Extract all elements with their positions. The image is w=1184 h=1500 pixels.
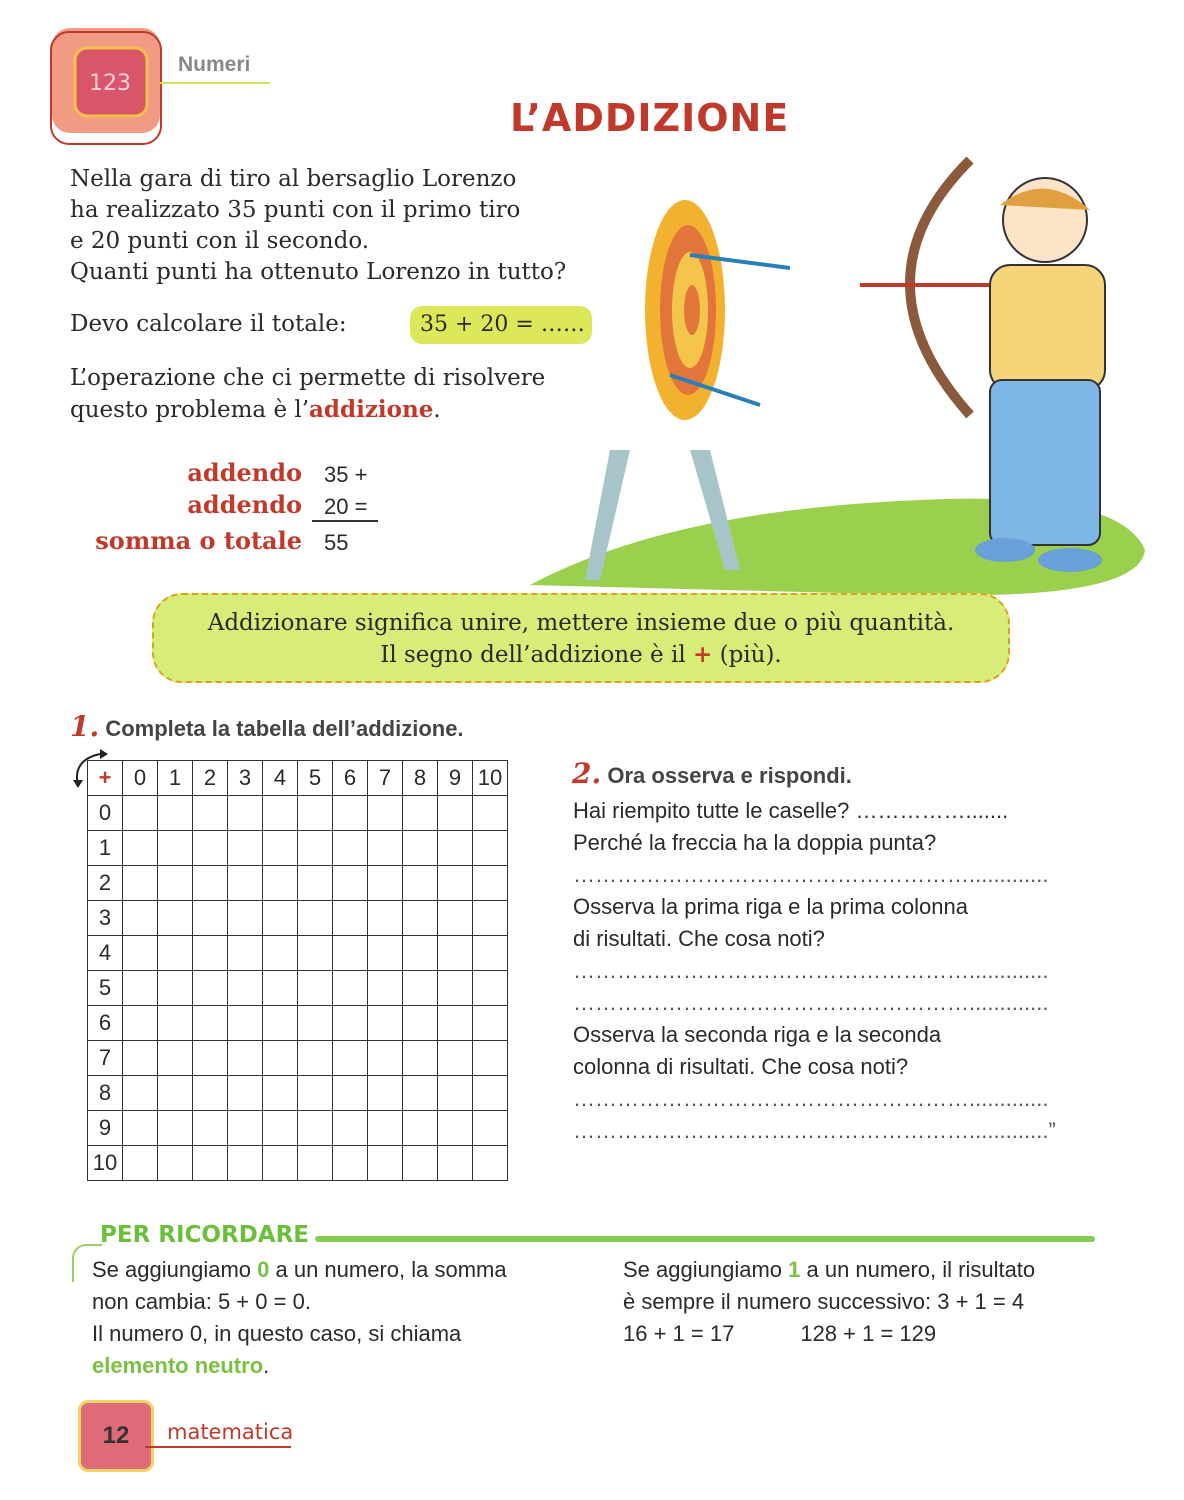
answer-cell[interactable] bbox=[298, 1111, 333, 1146]
answer-cell[interactable] bbox=[333, 901, 368, 936]
text: a un numero, il risultato bbox=[800, 1257, 1036, 1282]
column-header: 9 bbox=[438, 761, 473, 796]
answer-cell[interactable] bbox=[263, 1111, 298, 1146]
answer-cell[interactable] bbox=[438, 1006, 473, 1041]
answer-cell[interactable] bbox=[298, 1076, 333, 1111]
text: Se aggiungiamo bbox=[623, 1257, 789, 1282]
answer-cell[interactable] bbox=[158, 796, 193, 831]
table-row bbox=[88, 1146, 508, 1181]
exercise-2-title bbox=[572, 757, 852, 790]
operation-text bbox=[70, 363, 545, 426]
ricordare-left bbox=[92, 1254, 507, 1382]
answer-cell[interactable] bbox=[228, 971, 263, 1006]
definition-line: (più). bbox=[712, 642, 782, 668]
answer-cell[interactable] bbox=[158, 831, 193, 866]
page-number: 12 bbox=[78, 1400, 154, 1472]
answer-cell[interactable] bbox=[158, 936, 193, 971]
answer-cell[interactable] bbox=[193, 936, 228, 971]
section-label: Numeri bbox=[178, 53, 251, 76]
expression-highlight: 35 + 20 = …… bbox=[410, 306, 592, 344]
answer-cell[interactable] bbox=[298, 936, 333, 971]
answer-cell[interactable] bbox=[123, 796, 158, 831]
answer-cell[interactable] bbox=[333, 1111, 368, 1146]
exercise-2-questions bbox=[573, 795, 1073, 1147]
answer-cell[interactable] bbox=[333, 866, 368, 901]
table-row bbox=[88, 866, 508, 901]
column-header: 3 bbox=[228, 761, 263, 796]
row-header: 5 bbox=[88, 971, 123, 1006]
row-header: 8 bbox=[88, 1076, 123, 1111]
answer-cell[interactable] bbox=[298, 1041, 333, 1076]
answer-cell[interactable] bbox=[228, 1111, 263, 1146]
answer-cell[interactable] bbox=[368, 971, 403, 1006]
text: Se aggiungiamo bbox=[92, 1257, 258, 1282]
answer-cell[interactable] bbox=[123, 866, 158, 901]
ricordare-right bbox=[623, 1254, 1035, 1350]
answer-cell[interactable] bbox=[228, 1076, 263, 1111]
answer-cell[interactable] bbox=[438, 1076, 473, 1111]
archer-illustration bbox=[520, 150, 1160, 600]
answer-cell[interactable] bbox=[158, 1111, 193, 1146]
answer-cell[interactable] bbox=[263, 1006, 298, 1041]
answer-cell[interactable] bbox=[403, 1146, 438, 1181]
answer-cell[interactable] bbox=[158, 1146, 193, 1181]
answer-cell[interactable] bbox=[368, 936, 403, 971]
period: . bbox=[433, 397, 441, 423]
answer-cell[interactable] bbox=[368, 1076, 403, 1111]
problem-text bbox=[70, 164, 566, 288]
row-header: 10 bbox=[88, 1146, 123, 1181]
answer-cell[interactable] bbox=[333, 1146, 368, 1181]
answer-cell[interactable] bbox=[263, 1146, 298, 1181]
answer-cell[interactable] bbox=[438, 1146, 473, 1181]
corner-plus: + bbox=[88, 761, 123, 796]
table-header-row bbox=[88, 761, 508, 796]
column-header: 8 bbox=[403, 761, 438, 796]
answer-cell[interactable] bbox=[368, 831, 403, 866]
answer-cell[interactable] bbox=[263, 936, 298, 971]
answer-cell[interactable] bbox=[193, 1111, 228, 1146]
answer-cell[interactable] bbox=[193, 971, 228, 1006]
devo-label: Devo calcolare il totale: bbox=[70, 311, 347, 337]
answer-cell[interactable] bbox=[333, 1006, 368, 1041]
answer-cell[interactable] bbox=[263, 796, 298, 831]
answer-cell[interactable] bbox=[228, 936, 263, 971]
answer-cell[interactable] bbox=[403, 796, 438, 831]
question-line: Osserva la prima riga e la prima colonna bbox=[573, 894, 968, 919]
exercise-1-title bbox=[70, 710, 464, 743]
answer-cell[interactable] bbox=[158, 1041, 193, 1076]
exercise-title: Ora osserva e rispondi. bbox=[607, 763, 852, 788]
operation-line: questo problema è l’ bbox=[70, 397, 310, 423]
answer-cell[interactable] bbox=[473, 1006, 508, 1041]
answer-cell[interactable] bbox=[193, 1041, 228, 1076]
answer-cell[interactable] bbox=[333, 971, 368, 1006]
text: Il numero 0, in questo caso, si chiama bbox=[92, 1321, 462, 1346]
answer-cell[interactable] bbox=[263, 866, 298, 901]
answer-cell[interactable] bbox=[193, 796, 228, 831]
definition-line: Il segno dell’addizione è il bbox=[380, 642, 693, 668]
answer-cell[interactable] bbox=[368, 901, 403, 936]
answer-cell[interactable] bbox=[263, 971, 298, 1006]
answer-cell[interactable] bbox=[158, 901, 193, 936]
definition-box bbox=[152, 593, 1010, 683]
answer-cell[interactable] bbox=[228, 1006, 263, 1041]
example: 16 + 1 = 17 bbox=[623, 1321, 735, 1346]
answer-cell[interactable] bbox=[263, 1076, 298, 1111]
highlight-one: 1 bbox=[788, 1257, 801, 1282]
ricordare-title: PER RICORDARE bbox=[100, 1222, 310, 1248]
question-line: Hai riempito tutte le caselle? ……………....... bbox=[573, 798, 1009, 823]
table-row bbox=[88, 936, 508, 971]
answer-cell[interactable] bbox=[438, 901, 473, 936]
sum-rule bbox=[312, 520, 378, 522]
period: . bbox=[263, 1353, 270, 1378]
answer-cell[interactable] bbox=[333, 831, 368, 866]
answer-line[interactable]: ………………………………………………............. bbox=[573, 862, 1049, 887]
addend-label: addendo bbox=[187, 490, 302, 519]
answer-cell[interactable] bbox=[123, 936, 158, 971]
question-line: Osserva la seconda riga e la seconda bbox=[573, 1022, 942, 1047]
answer-cell[interactable] bbox=[438, 796, 473, 831]
answer-cell[interactable] bbox=[473, 866, 508, 901]
answer-cell[interactable] bbox=[123, 831, 158, 866]
table-row bbox=[88, 1006, 508, 1041]
table-row bbox=[88, 901, 508, 936]
answer-cell[interactable] bbox=[193, 1006, 228, 1041]
answer-cell[interactable] bbox=[193, 1146, 228, 1181]
answer-cell[interactable] bbox=[403, 866, 438, 901]
answer-cell[interactable] bbox=[263, 901, 298, 936]
answer-cell[interactable] bbox=[158, 866, 193, 901]
answer-cell[interactable] bbox=[228, 796, 263, 831]
answer-cell[interactable] bbox=[298, 971, 333, 1006]
answer-cell[interactable] bbox=[438, 1111, 473, 1146]
highlight-zero: 0 bbox=[257, 1257, 270, 1282]
subject-label: matematica bbox=[167, 1420, 294, 1444]
column-header: 7 bbox=[368, 761, 403, 796]
answer-cell[interactable] bbox=[263, 1041, 298, 1076]
row-header: 2 bbox=[88, 866, 123, 901]
answer-cell[interactable] bbox=[368, 1146, 403, 1181]
column-header: 4 bbox=[263, 761, 298, 796]
table-row bbox=[88, 971, 508, 1006]
table-row bbox=[88, 831, 508, 866]
answer-cell[interactable] bbox=[333, 1076, 368, 1111]
answer-cell[interactable] bbox=[333, 936, 368, 971]
answer-cell[interactable] bbox=[298, 866, 333, 901]
answer-cell[interactable] bbox=[158, 971, 193, 1006]
plus-sign: + bbox=[693, 641, 713, 668]
answer-cell[interactable] bbox=[403, 901, 438, 936]
answer-line[interactable]: ………………………………………………............. bbox=[573, 958, 1049, 983]
row-header: 0 bbox=[88, 796, 123, 831]
answer-line[interactable]: ………………………………………………............. bbox=[573, 1086, 1049, 1111]
keyword-addizione: addizione bbox=[309, 396, 434, 423]
column-header: 1 bbox=[158, 761, 193, 796]
row-header: 4 bbox=[88, 936, 123, 971]
addend-label: addendo bbox=[187, 458, 302, 487]
answer-cell[interactable] bbox=[368, 1041, 403, 1076]
answer-cell[interactable] bbox=[473, 901, 508, 936]
answer-cell[interactable] bbox=[368, 866, 403, 901]
answer-cell[interactable] bbox=[298, 831, 333, 866]
answer-cell[interactable] bbox=[473, 796, 508, 831]
table-row bbox=[88, 1041, 508, 1076]
svg-text:123: 123 bbox=[89, 71, 131, 96]
answer-cell[interactable] bbox=[263, 831, 298, 866]
sum-value: 55 bbox=[324, 530, 349, 555]
row-header: 1 bbox=[88, 831, 123, 866]
column-header: 10 bbox=[473, 761, 508, 796]
answer-cell[interactable] bbox=[298, 1146, 333, 1181]
problem-line: e 20 punti con il secondo. bbox=[70, 228, 370, 254]
example: 128 + 1 = 129 bbox=[800, 1321, 937, 1346]
answer-cell[interactable] bbox=[473, 971, 508, 1006]
section-logo-icon bbox=[50, 26, 165, 146]
answer-cell[interactable] bbox=[473, 1111, 508, 1146]
answer-cell[interactable] bbox=[123, 901, 158, 936]
answer-line[interactable]: ……………………………………………….............” bbox=[573, 1118, 1056, 1143]
answer-cell[interactable] bbox=[368, 1006, 403, 1041]
answer-cell[interactable] bbox=[403, 1041, 438, 1076]
exercise-number: 1. bbox=[70, 710, 100, 743]
answer-cell[interactable] bbox=[473, 831, 508, 866]
text: a un numero, la somma bbox=[269, 1257, 507, 1282]
answer-cell[interactable] bbox=[193, 866, 228, 901]
footer-divider bbox=[145, 1446, 291, 1448]
answer-cell[interactable] bbox=[193, 901, 228, 936]
table-row bbox=[88, 1076, 508, 1111]
answer-cell[interactable] bbox=[123, 971, 158, 1006]
answer-cell[interactable] bbox=[403, 1111, 438, 1146]
question-line: colonna di risultati. Che cosa noti? bbox=[573, 1054, 909, 1079]
answer-cell[interactable] bbox=[123, 1006, 158, 1041]
answer-cell[interactable] bbox=[123, 1146, 158, 1181]
answer-cell[interactable] bbox=[368, 1111, 403, 1146]
column-header: 2 bbox=[193, 761, 228, 796]
table-row bbox=[88, 1111, 508, 1146]
answer-cell[interactable] bbox=[438, 866, 473, 901]
operation-line: L’operazione che ci permette di risolvere bbox=[70, 365, 546, 391]
answer-cell[interactable] bbox=[228, 1146, 263, 1181]
row-header: 7 bbox=[88, 1041, 123, 1076]
column-header: 6 bbox=[333, 761, 368, 796]
question-line: di risultati. Che cosa noti? bbox=[573, 926, 825, 951]
exercise-title: Completa la tabella dell’addizione. bbox=[105, 716, 464, 741]
answer-cell[interactable] bbox=[228, 1041, 263, 1076]
problem-line: Nella gara di tiro al bersaglio Lorenzo bbox=[70, 166, 517, 192]
answer-cell[interactable] bbox=[333, 796, 368, 831]
column-header: 0 bbox=[123, 761, 158, 796]
answer-cell[interactable] bbox=[298, 1006, 333, 1041]
answer-cell[interactable] bbox=[158, 1006, 193, 1041]
answer-cell[interactable] bbox=[123, 1041, 158, 1076]
text: non cambia: 5 + 0 = 0. bbox=[92, 1289, 311, 1314]
answer-cell[interactable] bbox=[473, 1146, 508, 1181]
answer-cell[interactable] bbox=[438, 1041, 473, 1076]
addend-value: 35 + bbox=[324, 462, 368, 487]
answer-cell[interactable] bbox=[438, 971, 473, 1006]
answer-cell[interactable] bbox=[403, 971, 438, 1006]
text: è sempre il numero successivo: 3 + 1 = 4 bbox=[623, 1289, 1025, 1314]
ricordare-divider bbox=[315, 1236, 1095, 1242]
row-header: 6 bbox=[88, 1006, 123, 1041]
answer-cell[interactable] bbox=[473, 1041, 508, 1076]
answer-cell[interactable] bbox=[438, 936, 473, 971]
answer-cell[interactable] bbox=[403, 831, 438, 866]
addition-table bbox=[87, 760, 508, 1181]
question-line: Perché la freccia ha la doppia punta? bbox=[573, 830, 937, 855]
answer-cell[interactable] bbox=[123, 1076, 158, 1111]
answer-cell[interactable] bbox=[158, 1076, 193, 1111]
answer-line[interactable]: ………………………………………………............. bbox=[573, 990, 1049, 1015]
definition-line: Addizionare significa unire, mettere insieme due o più quantità. bbox=[207, 610, 955, 636]
answer-cell[interactable] bbox=[298, 796, 333, 831]
problem-line: Quanti punti ha ottenuto Lorenzo in tutto? bbox=[70, 259, 567, 285]
answer-cell[interactable] bbox=[228, 866, 263, 901]
answer-cell[interactable] bbox=[403, 1076, 438, 1111]
answer-cell[interactable] bbox=[333, 1041, 368, 1076]
term-elemento-neutro: elemento neutro bbox=[92, 1353, 264, 1378]
answer-cell[interactable] bbox=[193, 1076, 228, 1111]
column-header: 5 bbox=[298, 761, 333, 796]
answer-cell[interactable] bbox=[123, 1111, 158, 1146]
divider bbox=[160, 82, 270, 84]
answer-cell[interactable] bbox=[228, 831, 263, 866]
problem-line: ha realizzato 35 punti con il primo tiro bbox=[70, 197, 521, 223]
answer-cell[interactable] bbox=[473, 1076, 508, 1111]
sum-label: somma o totale bbox=[95, 526, 302, 555]
answer-cell[interactable] bbox=[298, 901, 333, 936]
answer-cell[interactable] bbox=[228, 901, 263, 936]
row-header: 9 bbox=[88, 1111, 123, 1146]
answer-cell[interactable] bbox=[403, 936, 438, 971]
exercise-number: 2. bbox=[572, 757, 602, 790]
answer-cell[interactable] bbox=[368, 796, 403, 831]
table-row bbox=[88, 796, 508, 831]
addend-value: 20 = bbox=[324, 494, 368, 519]
page-title: L’ADDIZIONE bbox=[510, 96, 790, 140]
answer-cell[interactable] bbox=[403, 1006, 438, 1041]
row-header: 3 bbox=[88, 901, 123, 936]
answer-cell[interactable] bbox=[438, 831, 473, 866]
answer-cell[interactable] bbox=[193, 831, 228, 866]
answer-cell[interactable] bbox=[473, 936, 508, 971]
